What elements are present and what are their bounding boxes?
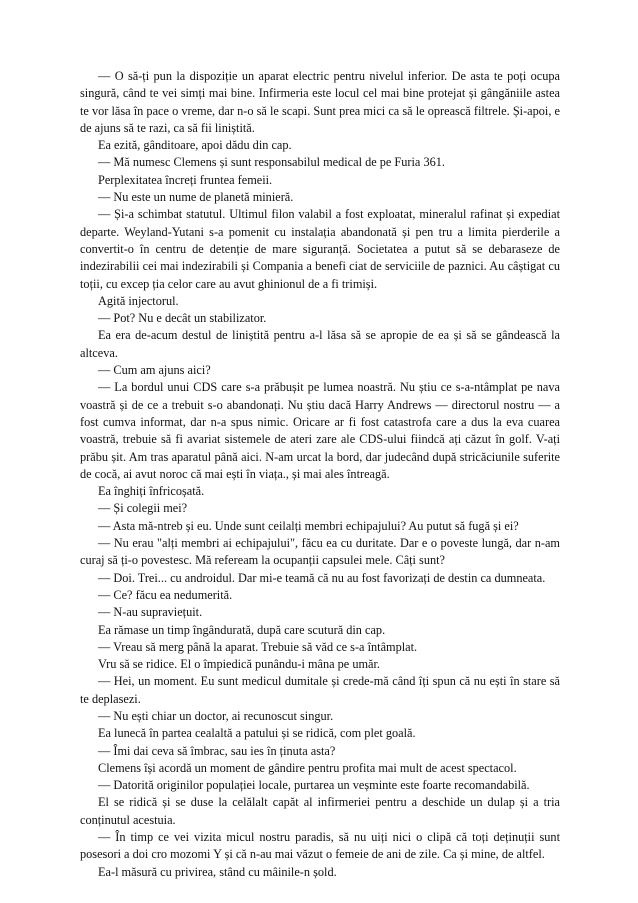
paragraph: El se ridică și se duse la celălalt capăt al infirmeriei pentru a deschide un dulap și a tria conținutul acestuia. <box>80 795 560 827</box>
paragraph: — N-au supraviețuit. <box>98 605 203 620</box>
paragraph: Agită injectorul. <box>98 293 179 308</box>
paragraph: Clemens își acordă un moment de gândire pentru profita mai mult de acest spectacol. <box>98 760 517 775</box>
paragraph: Ea rămase un timp îngândurată, după care scutură din cap. <box>98 622 386 637</box>
paragraph: Vru să se ridice. El o împiedică punându-i mâna pe umăr. <box>98 657 380 672</box>
paragraph: Perplexitatea încreți fruntea femeii. <box>98 172 273 187</box>
paragraph: — La bordul unui CDS care s-a prăbușit pe lumea noastră. Nu știu ce s-a-ntâmplat pe nava voastră și de ce a trebuit s-o abandonați. Nu știu dacă Harry Andrews — directorul nostru — a fost cumva informat, dar n-a spus nimic. Oricare ar fi fost catastrofa care a dus la eva cuarea voastră, trebuie să fi avariat sistemele de ateri zare ale CDS-ului fiindcă ați căzut în golf. V-ați prăbu șit. Am tras aparatul până aici. N-am urcat la bord, dar judecând după stricăciunile suferite de cocă, ai avut noroc că mai ești în viața., și mai ales întreagă. <box>80 380 560 481</box>
paragraph: — Datorită originilor populației locale, purtarea un veșminte este foarte recomandabilă. <box>98 778 530 793</box>
paragraph: — Asta mă-ntreb și eu. Unde sunt ceilalți membri echipajului? Au putut să fugă și ei? <box>98 518 519 533</box>
paragraph: — Doi. Trei... cu androidul. Dar mi-e teamă că nu au fost favorizați de destin ca dumneata. <box>98 570 546 585</box>
paragraph: — Nu este un nume de planetă minieră. <box>98 190 294 205</box>
paragraph: Ea lunecă în partea cealaltă a patului și se ridică, com plet goală. <box>98 726 416 741</box>
paragraph: Ea înghiți înfricoșată. <box>98 484 205 499</box>
paragraph: — Vreau să merg până la aparat. Trebuie să văd ce s-a întâmplat. <box>98 639 418 654</box>
paragraph: — Pot? Nu e decât un stabilizator. <box>98 311 267 326</box>
paragraph: — În timp ce vei vizita micul nostru paradis, să nu uiți nici o clipă că toți deținuții sunt posesori a doi cro mozomi Y și că n-au mai văzut o femeie de ani de zile. Ca și mine, de altfel. <box>80 830 560 862</box>
paragraph: Ea era de-acum destul de liniștită pentru a-l lăsa să se apropie de ea și să se gândească la altceva. <box>80 328 560 360</box>
paragraph: — Mă numesc Clemens și sunt responsabilul medical de pe Furia 361. <box>98 155 445 170</box>
paragraph: — Nu erau "alți membri ai echipajului", făcu ea cu duritate. Dar e o poveste lungă, dar n-am curaj să ți-o povestesc. Mă refeream la ocupanții capsulei mele. Câți sunt? <box>80 536 560 568</box>
paragraph: — Îmi dai ceva să îmbrac, sau ies în ținuta asta? <box>98 743 336 758</box>
paragraph: — O să-ți pun la dispoziție un aparat electric pentru nivelul inferior. De asta te poți ocupa singură, când te vei simți mai bine. Infirmeria este locul cel mai bine protejat și gângăniile astea te vor lăsa în pace o vreme, dar n-o să le scapi. Sunt prea mici ca să le oprească filtrele. Și-apoi, e de ajuns să te razi, ca să fii liniștită. <box>80 69 560 135</box>
paragraph: — Nu ești chiar un doctor, ai recunoscut singur. <box>98 708 334 723</box>
paragraph: Ea ezită, gânditoare, apoi dădu din cap. <box>98 138 292 153</box>
paragraph: — Ce? făcu ea nedumerită. <box>98 587 233 602</box>
document-page <box>80 68 560 881</box>
paragraph: — Și-a schimbat statutul. Ultimul filon valabil a fost exploatat, mineralul rafinat și expediat departe. Weyland-Yutani s-a pomenit cu instalația abandonată și pen tru a limita pierderile a convertit-o în centru de detenție de mare siguranță. Societatea a putut să se debaraseze de indezirabilii cei mai indezirabili și Compania a benefi ciat de serviciile de paznici. Au câștigat cu toții, cu excep ția celor care au avut ghinionul de a fi trimiși. <box>80 207 560 291</box>
paragraph: — Și colegii mei? <box>98 501 188 516</box>
paragraph: — Hei, un moment. Eu sunt medicul dumitale și crede-mă când îți spun că nu ești în stare să te deplasezi. <box>80 674 560 706</box>
paragraph: — Cum am ajuns aici? <box>98 363 211 378</box>
paragraph: Ea-l măsură cu privirea, stând cu mâinile-n șold. <box>98 864 337 879</box>
